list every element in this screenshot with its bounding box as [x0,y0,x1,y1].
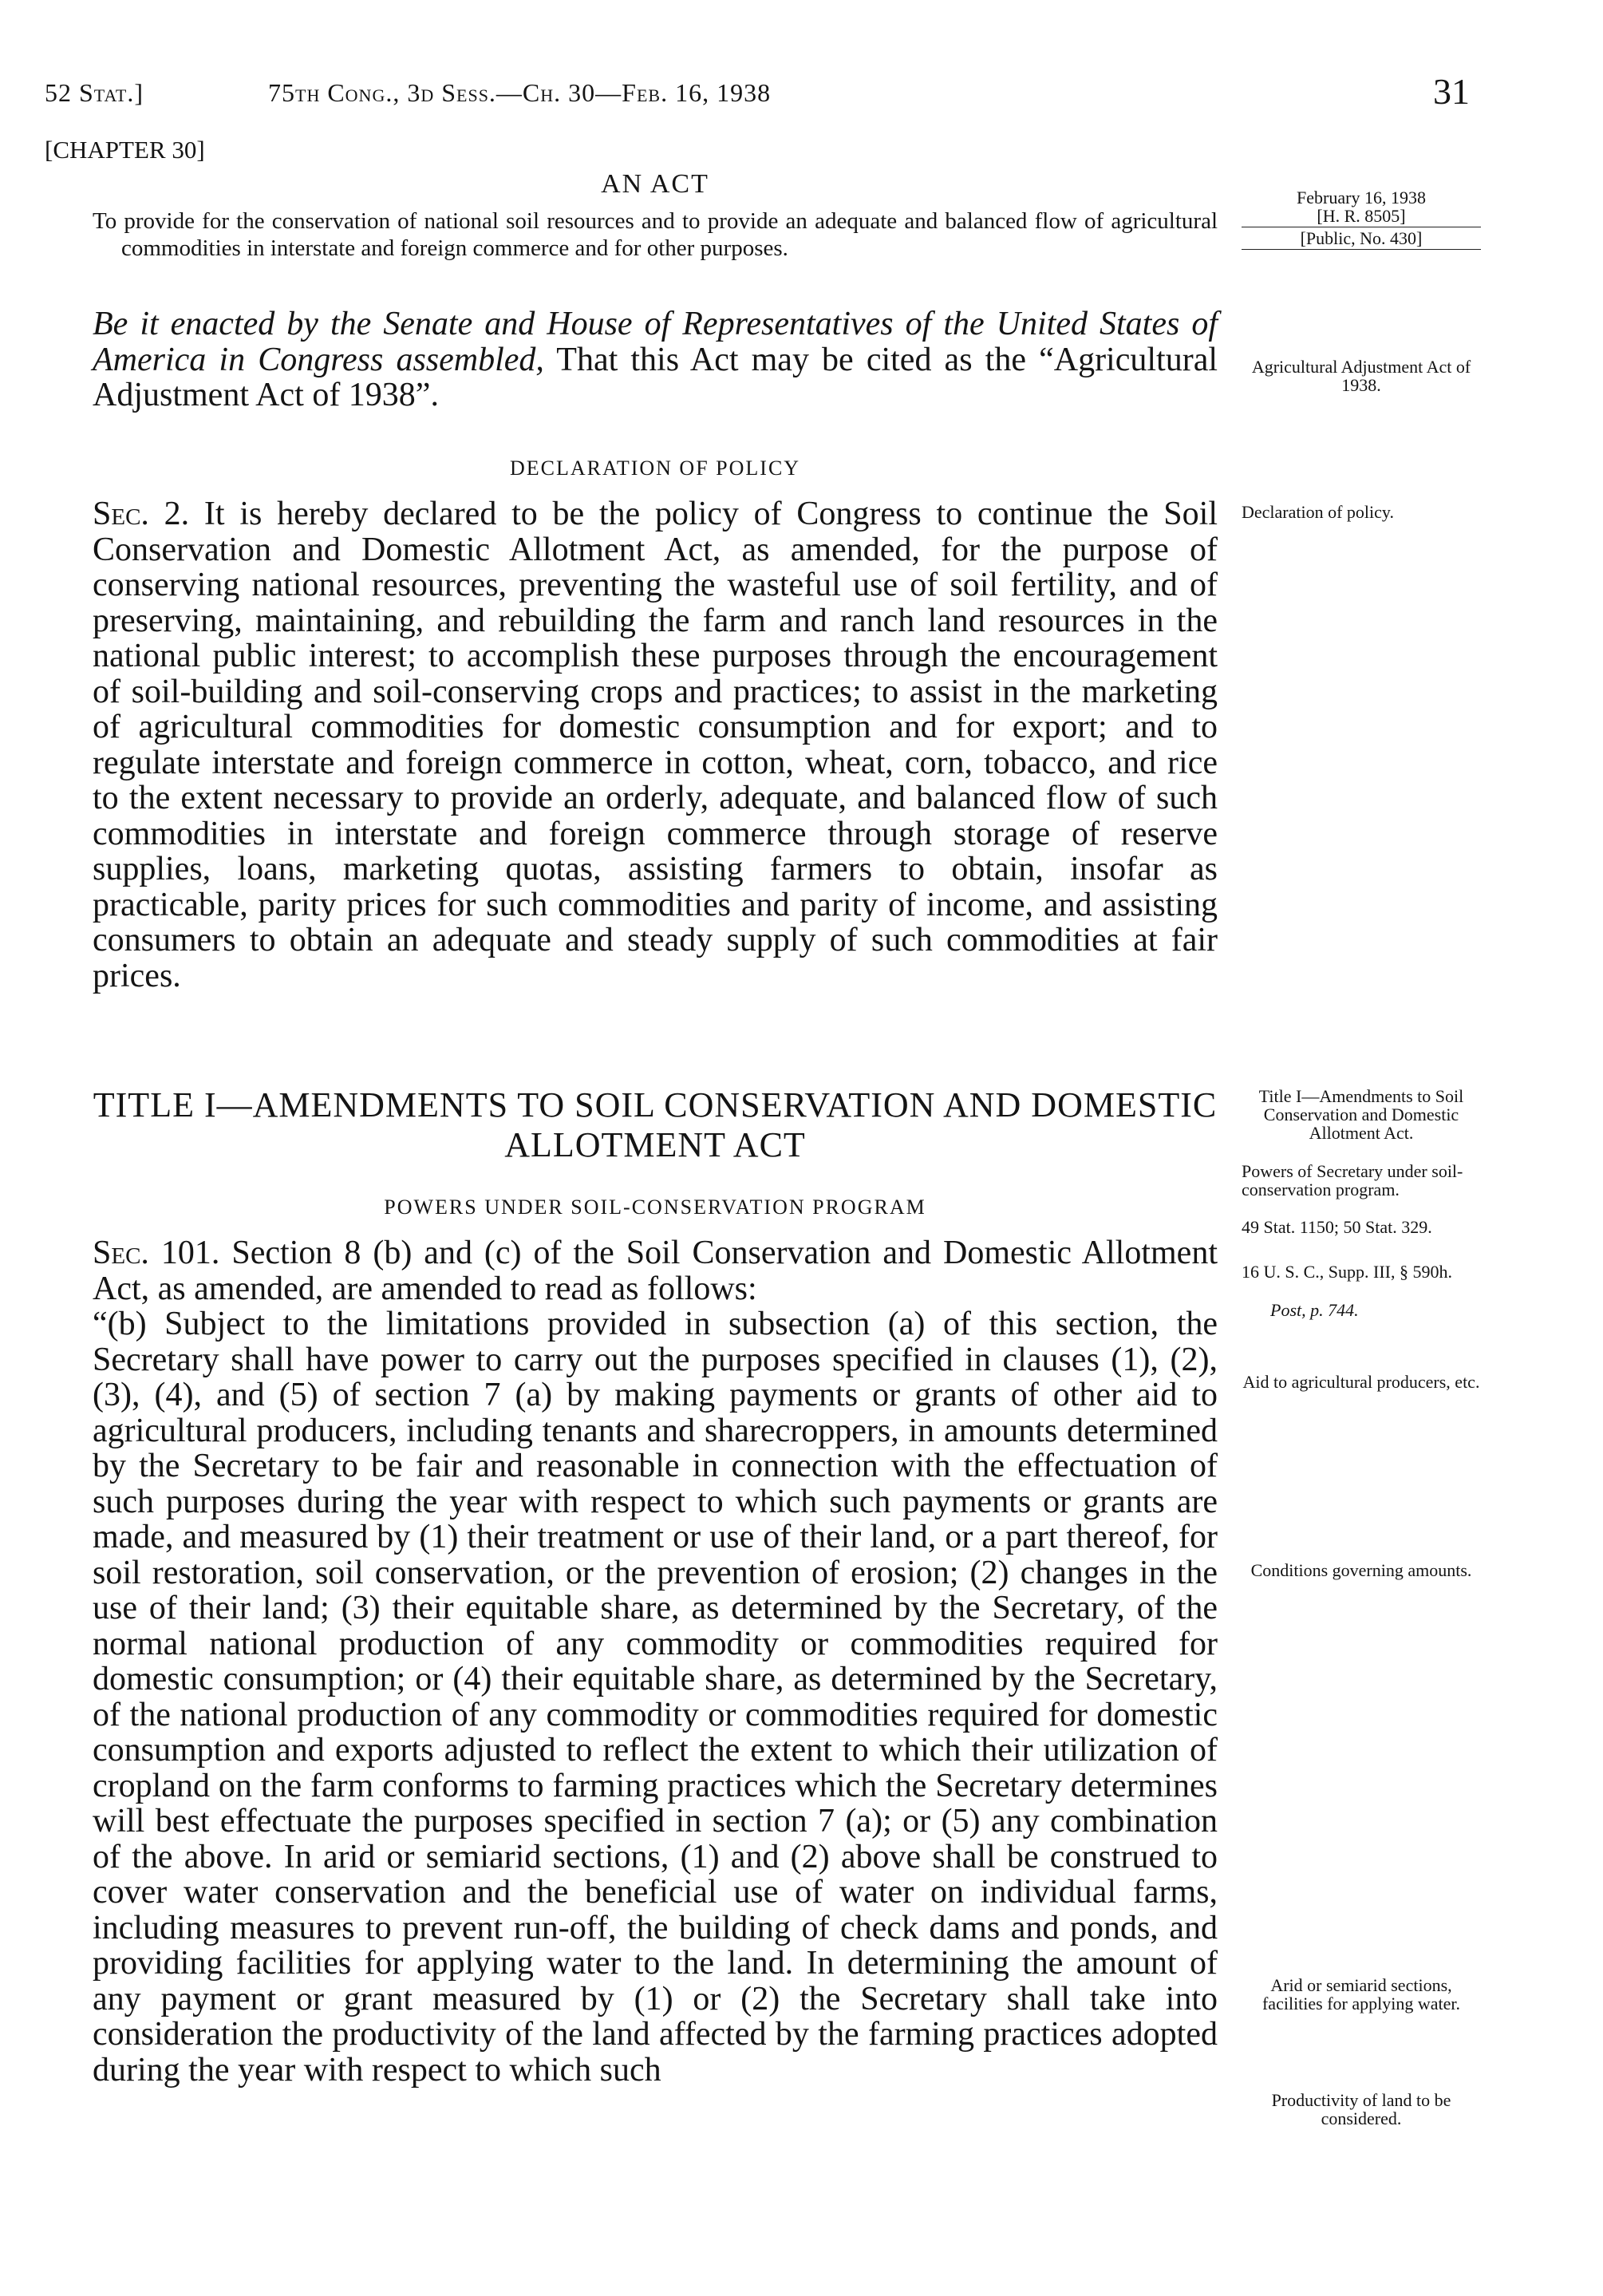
act-title: AN ACT [601,169,709,199]
margin-post-reference: Post, p. 744. [1270,1300,1359,1320]
subsection-b-text: “(b) Subject to the limitations provided in subsection (a) of this section, the Secretary shall have power to carry out the purposes specified in clauses (1), (2), (3), (4), and (5) of section 7 (a) by making payments or grants of other aid to agricultural producers, including tenants and sharecroppers, in amounts determined by the Secretary to be fair and reasonable in connection with the effectuation of such purposes during the year with respect to which such payments or grants are made, and measured by (1) their treatment or use of their land, or a part thereof, for soil restoration, soil conservation, or the prevention of erosion; (2) changes in the use of their land; (3) their equitable share, as determined by the Secretary, of the normal national production of any commodity or commodities required for domestic consumption; or (4) their equitable share, as determined by the Secretary, of the national production of any commodity or commodities required for domestic consumption and exports adjusted to reflect the extent to which their utilization of cropland on the farm conforms to farming practices which the Secretary determines will best effectuate the purposes specified in section 7 (a); or (5) any combination of the above. In arid or semiarid sections, (1) and (2) above shall be construed to cover water conservation and the beneficial use of water on individual farms, including measures to prevent run-off, the building of check dams and ponds, and providing facilities for applying water to the land. In determining the amount of any payment or grant measured by (1) or (2) the Secretary shall take into consideration the productivity of the land affected by the farming practices adopted during the year with respect to which such [93,1306,1218,2089]
margin-date-block [1242,188,1481,251]
enacting-formula: Be it enacted by the Senate and House of Representatives of the United States of America in Congress assembled, [93,306,1218,378]
margin-date: February 16, 1938 [1297,188,1426,207]
margin-short-title: Agricultural Adjustment Act of 1938. [1251,357,1471,395]
margin-title-one: Title I—Amendments to Soil Conservation and Domestic Allotment Act. [1258,1086,1464,1143]
margin-arid-sections: Arid or semiarid sections, facilities for applying water. [1261,1975,1461,2013]
page-number: 31 [1433,71,1470,112]
margin-bill: [H. R. 8505] [1317,206,1406,226]
margin-productivity: Productivity of land to be considered. [1271,2090,1451,2128]
margin-aid: Aid to agricultural producers, etc. [1242,1372,1480,1392]
margin-rule-2 [1242,249,1481,250]
section-101 [93,1235,1218,2088]
stat-reference: 52 Stat.] [45,78,144,107]
chapter-label: [CHAPTER 30] [45,136,205,164]
margin-powers: Powers of Secretary under soil-conservation program. [1242,1161,1463,1199]
section-101-label: Sec. 101. [93,1235,220,1271]
declaration-heading: DECLARATION OF POLICY [509,456,801,480]
purpose-clause: To provide for the conservation of national soil resources and to provide an adequate and balanced flow of agricultural commodities in interstate and foreign commerce and for other purposes. [93,208,1218,261]
margin-public-law: [Public, No. 430] [1300,228,1423,248]
section-2 [93,496,1218,994]
margin-citation-1: 49 Stat. 1150; 50 Stat. 329. [1242,1217,1432,1237]
section-2-text: It is hereby declared to be the policy of Congress to continue the Soil Conservation and Domestic Allotment Act, as amended, for the purpose of conserving national resources, preventing the wasteful use of soil fertility, and of preserving, maintaining, and rebuilding the farm and ranch land resources in the national public interest; to accomplish these purposes through the encouragement of soil-building and soil-conserving crops and practices; to assist in the marketing of agricultural commodities for domestic consumption and for export; and to regulate interstate and foreign commerce in cotton, wheat, corn, tobacco, and rice to the extent necessary to provide an orderly, adequate, and balanced flow of such commodities in interstate and foreign commerce through storage of reserve supplies, loans, marketing quotas, assisting farmers to obtain, insofar as practicable, parity prices for such commodities and parity of income, and assisting consumers to obtain an adequate and steady supply of such commodities at fair prices. [93,496,1218,994]
session-line: 75th Cong., 3d Sess.—Ch. 30—Feb. 16, 1938 [268,78,772,107]
margin-declaration: Declaration of policy. [1242,502,1394,522]
title-one-heading: TITLE I—AMENDMENTS TO SOIL CONSERVATION AND DOMESTIC ALLOTMENT ACT [93,1085,1218,1164]
enacting-clause [93,306,1218,413]
powers-heading: POWERS UNDER SOIL-CONSERVATION PROGRAM [384,1195,926,1219]
margin-conditions: Conditions governing amounts. [1250,1560,1472,1580]
section-101-intro: Section 8 (b) and (c) of the Soil Conservation and Domestic Allotment Act, as amended, are amended to read as follows: [93,1235,1218,1307]
margin-citation-2: 16 U. S. C., Supp. III, § 590h. [1242,1262,1453,1282]
short-title-text: That this Act may be cited as the “Agricultural Adjustment Act of 1938”. [93,341,1218,413]
section-2-label: Sec. 2. [93,496,190,532]
